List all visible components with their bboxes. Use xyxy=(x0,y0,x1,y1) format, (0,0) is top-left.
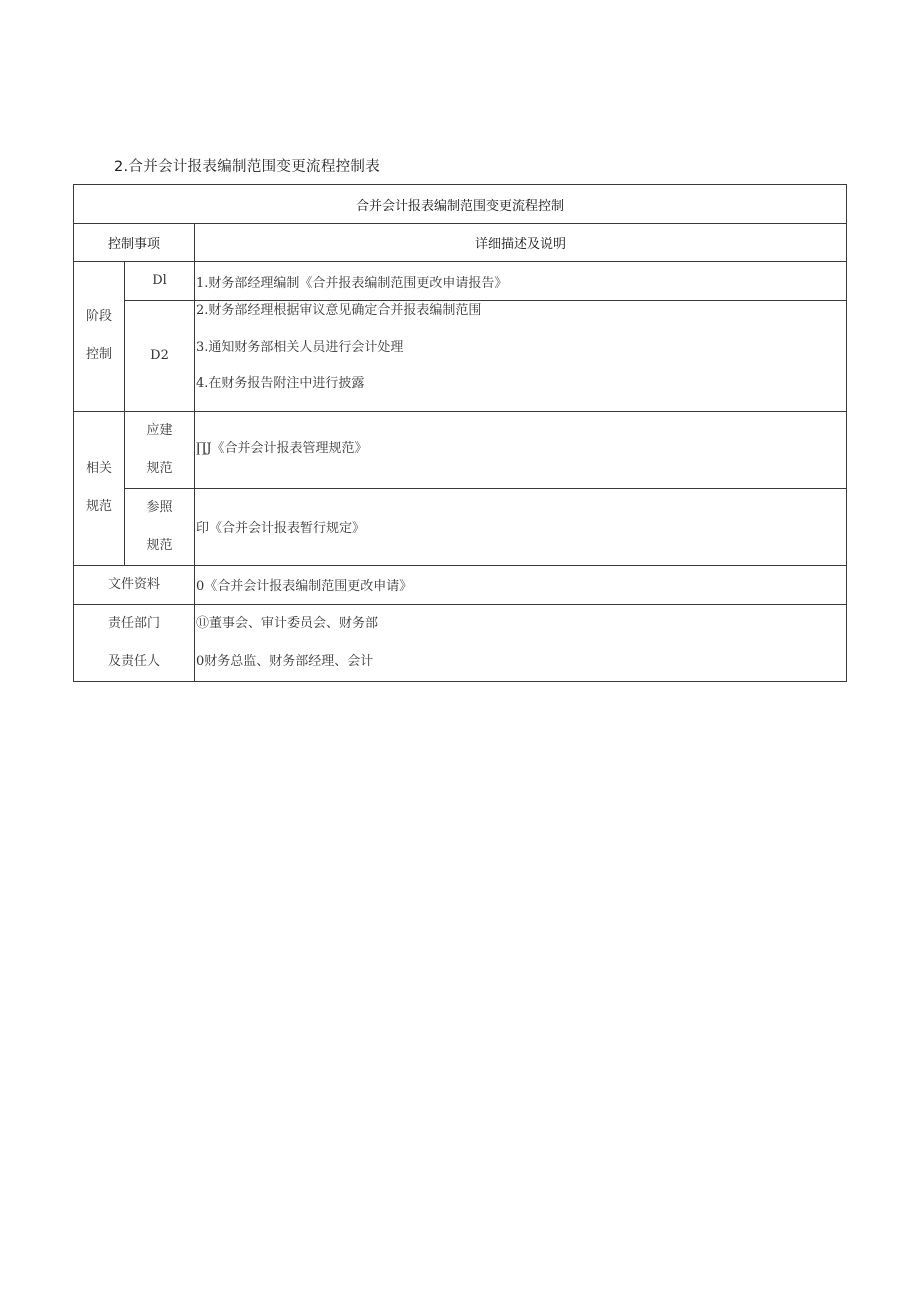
column-header-control-items: 控制事项 xyxy=(74,224,195,262)
reference-label-line1: 参照 xyxy=(146,499,173,515)
stage-control-label-line1: 阶段 xyxy=(85,309,112,325)
section-heading: 2.合并会计报表编制范围变更流程控制表 xyxy=(114,159,381,175)
column-header-description: 详细描述及说明 xyxy=(195,224,847,262)
related-norms-label-line1: 相关 xyxy=(85,461,112,476)
table-row-should-build xyxy=(74,411,847,488)
d2-item-4: 4.在财务报告附注中进行披露 xyxy=(196,376,365,391)
d2-description xyxy=(195,301,847,412)
table-row-responsible xyxy=(74,604,847,681)
d2-item-2: 2.财务部经理根据审议意见确定合并报表编制范围 xyxy=(196,303,482,318)
should-build-text: ∏J《合并会计报表管理规范》 xyxy=(196,440,368,456)
d1-description xyxy=(195,262,847,301)
responsible-label-line1: 责任部门 xyxy=(107,615,160,631)
documents-label: 文件资料 xyxy=(74,565,195,604)
table-header-row xyxy=(74,224,847,262)
should-build-description xyxy=(195,411,847,488)
d2-item-3: 3.通知财务部相关人员进行会计处理 xyxy=(196,339,404,355)
documents-description xyxy=(195,565,847,604)
should-build-label xyxy=(125,411,195,488)
stage-control-label-line2: 控制 xyxy=(85,347,112,363)
related-norms-label xyxy=(74,411,125,565)
table-title-row xyxy=(74,185,847,224)
related-norms-label-line2: 规范 xyxy=(85,499,112,514)
responsible-label-line2: 及责任人 xyxy=(107,653,160,669)
table-row-documents xyxy=(74,565,847,604)
table-row-reference xyxy=(74,488,847,565)
table-row-d2 xyxy=(74,301,847,412)
d2-code: D2 xyxy=(125,301,195,412)
d1-item-1: 1.财务部经理编制《合并报表编制范围更改申请报告》 xyxy=(196,275,508,291)
table-title: 合并会计报表编制范围变更流程控制 xyxy=(74,185,847,224)
reference-description xyxy=(195,488,847,565)
stage-control-label xyxy=(74,262,125,412)
documents-text: 0《合并会计报表编制范围更改申请》 xyxy=(196,579,413,594)
responsible-line-2: 0财务总监、财务部经理、会计 xyxy=(196,653,374,669)
control-table xyxy=(73,184,847,682)
table-row-d1 xyxy=(74,262,847,301)
responsible-line-1: ⑪董事会、审计委员会、财务部 xyxy=(196,615,379,631)
should-build-label-line1: 应建 xyxy=(146,422,173,438)
reference-label-line2: 规范 xyxy=(146,537,173,553)
responsible-description xyxy=(195,604,847,681)
should-build-label-line2: 规范 xyxy=(146,460,173,476)
reference-text: 印《合并会计报表暂行规定》 xyxy=(196,521,366,536)
reference-label xyxy=(125,488,195,565)
responsible-label xyxy=(74,604,195,681)
d1-code: Dl xyxy=(125,262,195,301)
